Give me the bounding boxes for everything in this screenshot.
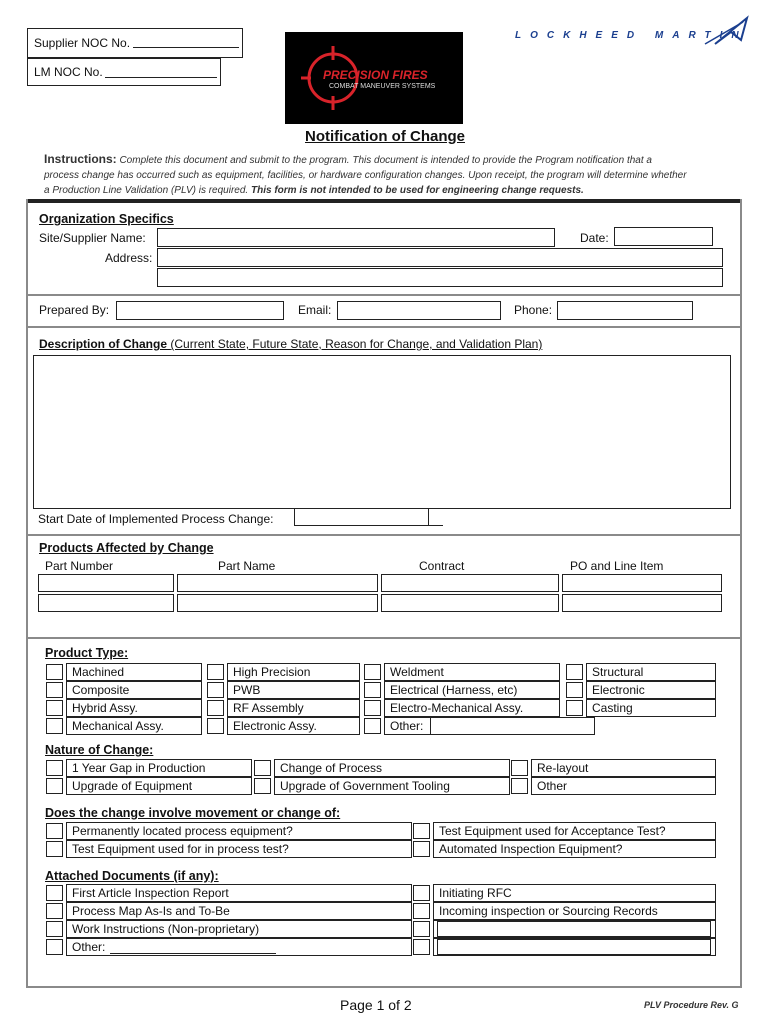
option-automated-inspection: Automated Inspection Equipment? xyxy=(433,840,716,858)
email-label: Email: xyxy=(298,303,332,317)
instructions-line3b: This form is not intended to be used for engineering change requests. xyxy=(250,185,584,196)
checkbox-attached-extra-1[interactable] xyxy=(413,921,430,937)
phone-label: Phone: xyxy=(514,303,553,317)
attached-extra-1-field[interactable] xyxy=(437,921,711,937)
form-border-bottom xyxy=(26,986,742,988)
instructions-label: Instructions: xyxy=(44,152,117,166)
precision-fires-logo xyxy=(285,32,463,124)
option-incoming-inspection: Incoming inspection or Sourcing Records xyxy=(433,902,716,920)
lm-noc-field[interactable] xyxy=(105,77,217,78)
option-rf-assembly: RF Assembly xyxy=(227,699,360,717)
option-pwb: PWB xyxy=(227,681,360,699)
checkbox-process-map[interactable] xyxy=(46,903,63,919)
prepared-divider xyxy=(26,294,742,296)
procedure-rev: PLV Procedure Rev. G xyxy=(644,1000,739,1010)
checkbox-year-gap[interactable] xyxy=(46,760,63,776)
form-border-right xyxy=(740,199,742,988)
checkbox-structural[interactable] xyxy=(566,664,583,680)
option-year-gap: 1 Year Gap in Production xyxy=(66,759,252,777)
prepared-field[interactable] xyxy=(116,301,284,320)
option-change-process: Change of Process xyxy=(274,759,510,777)
org-section-bar xyxy=(26,199,742,203)
checkbox-incoming-inspection[interactable] xyxy=(413,903,430,919)
checkbox-relayout[interactable] xyxy=(511,760,528,776)
checkbox-hybrid-assy[interactable] xyxy=(46,700,63,716)
option-fai-report: First Article Inspection Report xyxy=(66,884,412,902)
nature-title: Nature of Change: xyxy=(45,743,154,757)
checkbox-electronic-assy[interactable] xyxy=(207,718,224,734)
description-heading xyxy=(39,337,542,351)
checkbox-inprocess-test[interactable] xyxy=(46,841,63,857)
checkbox-permanent-equipment[interactable] xyxy=(46,823,63,839)
instructions xyxy=(44,152,744,198)
option-permanent-equipment: Permanently located process equipment? xyxy=(66,822,412,840)
description-divider xyxy=(26,326,742,328)
part-number-2[interactable] xyxy=(38,594,174,612)
po-line-1[interactable] xyxy=(562,574,722,592)
instructions-line3a: a Production Line Validation (PLV) is required. xyxy=(44,185,249,196)
address-field-2[interactable] xyxy=(157,268,723,287)
option-electronic: Electronic xyxy=(586,681,716,699)
instructions-line2: process change has occurred such as equipment, facilities, or hardware configuration changes. Upon receipt, the program will determine whether xyxy=(44,170,687,181)
date-field[interactable] xyxy=(614,227,713,246)
option-upgrade-equipment: Upgrade of Equipment xyxy=(66,777,252,795)
checkbox-work-instructions[interactable] xyxy=(46,921,63,937)
option-electronic-assy: Electronic Assy. xyxy=(227,717,360,735)
option-structural: Structural xyxy=(586,663,716,681)
contract-1[interactable] xyxy=(381,574,559,592)
checkbox-machined[interactable] xyxy=(46,664,63,680)
prepared-label: Prepared By: xyxy=(39,303,110,317)
start-date-label: Start Date of Implemented Process Change: xyxy=(38,512,274,526)
option-machined: Machined xyxy=(66,663,202,681)
option-inprocess-test: Test Equipment used for in process test? xyxy=(66,840,412,858)
email-field[interactable] xyxy=(337,301,501,320)
checkbox-casting[interactable] xyxy=(566,700,583,716)
checkbox-initiating-rfc[interactable] xyxy=(413,885,430,901)
page-number: Page 1 of 2 xyxy=(340,997,412,1013)
supplier-noc-label: Supplier NOC No. xyxy=(34,36,131,50)
instructions-line1: Complete this document and submit to the program. This document is intended to provide the Program notification that a xyxy=(119,155,652,166)
address-label: Address: xyxy=(105,251,153,265)
option-hybrid-assy: Hybrid Assy. xyxy=(66,699,202,717)
checkbox-upgrade-tooling[interactable] xyxy=(254,778,271,794)
col-po-line: PO and Line Item xyxy=(570,559,664,573)
option-type-other: Other: xyxy=(384,717,434,735)
site-field[interactable] xyxy=(157,228,555,247)
logo-subtitle: COMBAT MANEUVER SYSTEMS xyxy=(329,83,436,90)
checkbox-attached-other[interactable] xyxy=(46,939,63,955)
description-textarea[interactable] xyxy=(33,355,731,509)
address-field-1[interactable] xyxy=(157,248,723,267)
site-label: Site/Supplier Name: xyxy=(39,231,146,245)
option-casting: Casting xyxy=(586,699,716,717)
option-initiating-rfc: Initiating RFC xyxy=(433,884,716,902)
contract-2[interactable] xyxy=(381,594,559,612)
checkbox-acceptance-test[interactable] xyxy=(413,823,430,839)
part-name-1[interactable] xyxy=(177,574,378,592)
date-label: Date: xyxy=(580,231,609,245)
part-name-2[interactable] xyxy=(177,594,378,612)
option-work-instructions: Work Instructions (Non-proprietary) xyxy=(66,920,412,938)
col-part-name: Part Name xyxy=(218,559,276,573)
part-number-1[interactable] xyxy=(38,574,174,592)
checkbox-rf-assembly[interactable] xyxy=(207,700,224,716)
org-title: Organization Specifics xyxy=(39,212,174,226)
checkbox-fai-report[interactable] xyxy=(46,885,63,901)
option-mechanical-assy: Mechanical Assy. xyxy=(66,717,202,735)
option-composite: Composite xyxy=(66,681,202,699)
checkbox-upgrade-equipment[interactable] xyxy=(46,778,63,794)
product-type-divider xyxy=(26,637,742,639)
option-process-map: Process Map As-Is and To-Be xyxy=(66,902,412,920)
checkbox-mechanical-assy[interactable] xyxy=(46,718,63,734)
option-attached-other: Other: xyxy=(66,938,412,956)
start-date-field[interactable] xyxy=(294,508,429,526)
checkbox-electronic[interactable] xyxy=(566,682,583,698)
lockheed-martin-logo: LOCKHEED MARTIN xyxy=(515,22,755,50)
phone-field[interactable] xyxy=(557,301,693,320)
attached-title: Attached Documents (if any): xyxy=(45,869,219,883)
start-date-underline xyxy=(429,525,443,526)
checkbox-weldment[interactable] xyxy=(364,664,381,680)
lm-noc-label: LM NOC No. xyxy=(34,65,103,79)
checkbox-automated-inspection[interactable] xyxy=(413,841,430,857)
col-contract: Contract xyxy=(419,559,465,573)
option-weldment: Weldment xyxy=(384,663,560,681)
po-line-2[interactable] xyxy=(562,594,722,612)
supplier-noc-field[interactable] xyxy=(133,47,239,48)
checkbox-composite[interactable] xyxy=(46,682,63,698)
checkbox-electrical-harness[interactable] xyxy=(364,682,381,698)
checkbox-type-other[interactable] xyxy=(364,718,381,734)
description-subtitle: (Current State, Future State, Reason for Change, and Validation Plan) xyxy=(170,337,543,351)
checkbox-nature-other[interactable] xyxy=(511,778,528,794)
checkbox-change-process[interactable] xyxy=(254,760,271,776)
form-border-left xyxy=(26,199,28,988)
movement-title: Does the change involve movement or change of: xyxy=(45,806,341,820)
type-other-field[interactable] xyxy=(430,717,595,735)
col-part-number: Part Number xyxy=(45,559,114,573)
checkbox-electro-mechanical-assy[interactable] xyxy=(364,700,381,716)
attached-other-field[interactable] xyxy=(110,953,276,954)
products-divider xyxy=(26,534,742,536)
form-title: Notification of Change xyxy=(305,128,465,145)
option-acceptance-test: Test Equipment used for Acceptance Test? xyxy=(433,822,716,840)
products-title: Products Affected by Change xyxy=(39,541,214,555)
option-nature-other: Other xyxy=(531,777,716,795)
checkbox-attached-extra-2[interactable] xyxy=(413,939,430,955)
checkbox-pwb[interactable] xyxy=(207,682,224,698)
logo-title: PRECISION FIRES xyxy=(323,68,428,82)
checkbox-high-precision[interactable] xyxy=(207,664,224,680)
option-electrical-harness: Electrical (Harness, etc) xyxy=(384,681,560,699)
description-title: Description of Change xyxy=(39,337,168,351)
option-relayout: Re-layout xyxy=(531,759,716,777)
attached-extra-2-field[interactable] xyxy=(437,939,711,955)
product-type-title: Product Type: xyxy=(45,646,129,660)
option-electro-mechanical-assy: Electro-Mechanical Assy. xyxy=(384,699,560,717)
option-high-precision: High Precision xyxy=(227,663,360,681)
option-upgrade-tooling: Upgrade of Government Tooling xyxy=(274,777,510,795)
